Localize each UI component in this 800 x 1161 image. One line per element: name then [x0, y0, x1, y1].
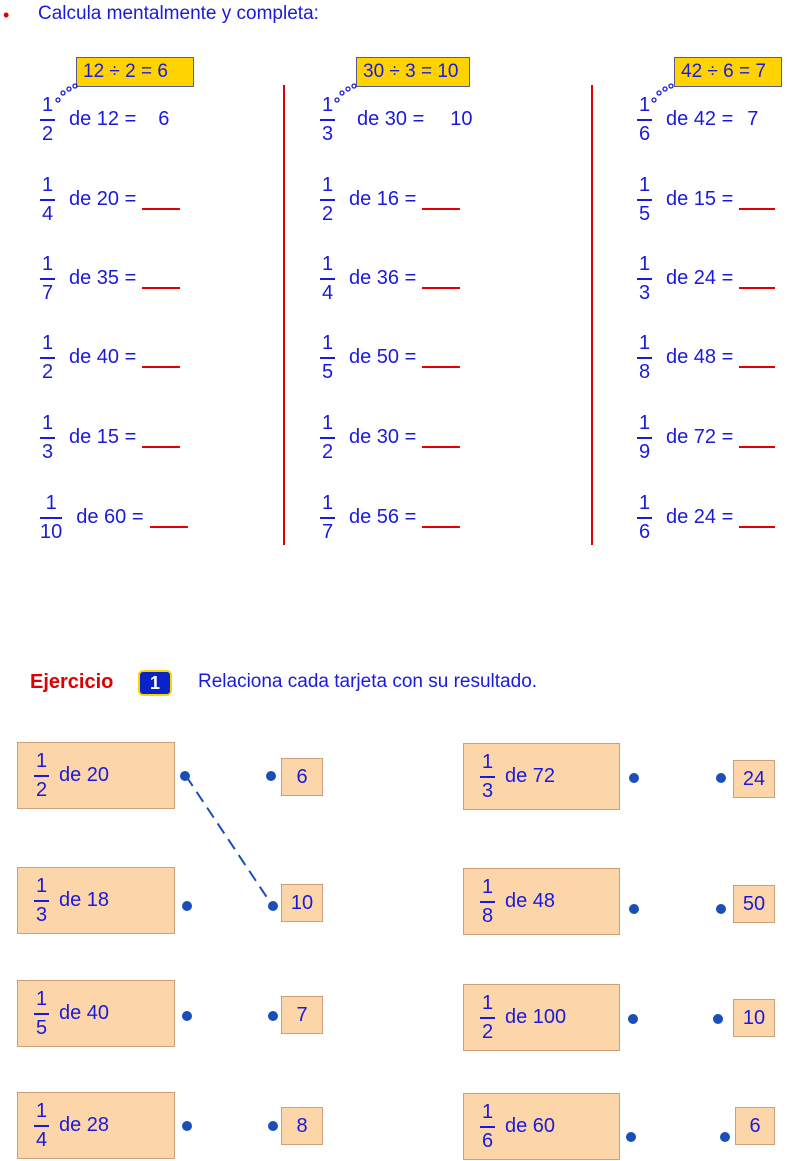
expression-row: $\frac{1}{3}$ de 30 = 10: [321, 93, 473, 145]
fraction: $\frac{1}{4}$: [321, 252, 334, 304]
exercise-title: Ejercicio: [30, 671, 114, 693]
answer-blank[interactable]: [739, 445, 775, 448]
result-connector-dot[interactable]: [716, 773, 726, 783]
result-connector-dot[interactable]: [713, 1014, 723, 1024]
expression-row: $\frac{1}{7}$ de 56 =: [320, 490, 473, 545]
fraction: $\frac{1}{6}$: [481, 1100, 494, 1152]
fraction: $\frac{1}{3}$: [481, 750, 494, 802]
fraction-card[interactable]: $\frac{1}{2}$ de 100: [463, 984, 620, 1051]
expression-row: $\frac{1}{6}$ de 42 = 7: [638, 93, 759, 145]
answer-blank[interactable]: [422, 445, 460, 448]
fraction-card[interactable]: $\frac{1}{4}$ de 28: [17, 1092, 175, 1159]
fraction-card[interactable]: $\frac{1}{2}$ de 20: [17, 742, 175, 809]
fraction: $\frac{1}{7}$: [321, 491, 334, 543]
expression-row: $\frac{1}{4}$ de 36 =: [320, 251, 473, 306]
fraction: $\frac{1}{4}$: [41, 173, 54, 225]
expression-column: [320, 92, 473, 545]
column-divider: [283, 85, 285, 545]
instruction-text: Calcula mentalmente y completa:: [38, 3, 319, 24]
answer-blank[interactable]: [422, 207, 460, 210]
fraction: $\frac{1}{2}$: [321, 173, 334, 225]
card-connector-dot[interactable]: [180, 771, 190, 781]
answer-blank[interactable]: [422, 525, 460, 528]
result-connector-dot[interactable]: [268, 1011, 278, 1021]
fraction: $\frac{1}{3}$: [321, 93, 334, 145]
fraction: $\frac{1}{5}$: [638, 173, 651, 225]
answer-blank[interactable]: [422, 365, 460, 368]
hint-box: 30 ÷ 3 = 10: [356, 57, 470, 87]
answer-blank[interactable]: [150, 525, 188, 528]
answer-blank[interactable]: [142, 207, 180, 210]
exercise-number-badge: 1: [138, 670, 172, 696]
expression-column: [40, 92, 188, 545]
result-box[interactable]: 50: [733, 885, 775, 923]
result-connector-dot[interactable]: [716, 904, 726, 914]
fraction-card[interactable]: $\frac{1}{3}$ de 18: [17, 867, 175, 934]
answer-value: 6: [158, 108, 170, 130]
answer-blank[interactable]: [739, 207, 775, 210]
result-connector-dot[interactable]: [268, 1121, 278, 1131]
card-connector-dot[interactable]: [182, 901, 192, 911]
result-connector-dot[interactable]: [266, 771, 276, 781]
answer-blank[interactable]: [739, 525, 775, 528]
fraction: $\frac{1}{5}$: [321, 331, 334, 383]
fraction: $\frac{1}{5}$: [35, 987, 48, 1039]
expression-row: $\frac{1}{10}$ de 60 =: [40, 490, 188, 545]
card-connector-dot[interactable]: [182, 1011, 192, 1021]
fraction: $\frac{1}{2}$: [41, 331, 54, 383]
answer-blank[interactable]: [142, 365, 180, 368]
expression-row: $\frac{1}{2}$ de 30 =: [320, 410, 473, 465]
expression-row: $\frac{1}{2}$ de 12 = 6: [41, 93, 170, 145]
fraction: $\frac{1}{2}$: [41, 93, 54, 145]
fraction: $\frac{1}{3}$: [41, 411, 54, 463]
result-box[interactable]: 8: [281, 1107, 323, 1145]
expression-row: $\frac{1}{9}$ de 72 =: [637, 410, 775, 465]
bullet-icon: •: [3, 5, 10, 25]
answer-blank[interactable]: [422, 286, 460, 289]
column-divider: [591, 85, 593, 545]
expression-row: $\frac{1}{4}$ de 20 =: [40, 172, 188, 227]
expression-row: $\frac{1}{2}$ de 40 =: [40, 330, 188, 385]
hint-box: 42 ÷ 6 = 7: [674, 57, 782, 87]
result-box[interactable]: 7: [281, 996, 323, 1034]
expression-row: $\frac{1}{6}$ de 24 =: [637, 490, 775, 545]
result-box[interactable]: 10: [281, 884, 323, 922]
card-connector-dot[interactable]: [629, 773, 639, 783]
fraction: $\frac{1}{8}$: [638, 331, 651, 383]
result-box[interactable]: 10: [733, 999, 775, 1037]
expression-row: $\frac{1}{5}$ de 50 =: [320, 330, 473, 385]
answer-value: 10: [450, 108, 473, 130]
fraction: $\frac{1}{3}$: [638, 252, 651, 304]
answer-blank[interactable]: [142, 286, 180, 289]
result-box[interactable]: 6: [281, 758, 323, 796]
card-connector-dot[interactable]: [628, 1014, 638, 1024]
expression-row: $\frac{1}{3}$ de 15 =: [40, 410, 188, 465]
expression-column: [637, 92, 775, 545]
result-connector-dot[interactable]: [268, 901, 278, 911]
fraction: $\frac{1}{10}$: [40, 491, 63, 543]
expression-row: $\frac{1}{2}$ de 16 =: [320, 172, 473, 227]
fraction: $\frac{1}{6}$: [638, 491, 651, 543]
result-box[interactable]: 24: [733, 760, 775, 798]
result-box[interactable]: 6: [735, 1107, 775, 1145]
fraction: $\frac{1}{3}$: [35, 874, 48, 926]
fraction-card[interactable]: $\frac{1}{3}$ de 72: [463, 743, 620, 810]
answer-blank[interactable]: [142, 445, 180, 448]
expression-row: $\frac{1}{8}$ de 48 =: [637, 330, 775, 385]
expression-row: $\frac{1}{5}$ de 15 =: [637, 172, 775, 227]
fraction-card[interactable]: $\frac{1}{8}$ de 48: [463, 868, 620, 935]
fraction: $\frac{1}{2}$: [481, 991, 494, 1043]
hint-box: 12 ÷ 2 = 6: [76, 57, 194, 87]
card-connector-dot[interactable]: [626, 1132, 636, 1142]
expression-row: $\frac{1}{3}$ de 24 =: [637, 251, 775, 306]
fraction: $\frac{1}{4}$: [35, 1099, 48, 1151]
answer-blank[interactable]: [739, 365, 775, 368]
fraction: $\frac{1}{9}$: [638, 411, 651, 463]
fraction: $\frac{1}{8}$: [481, 875, 494, 927]
card-connector-dot[interactable]: [182, 1121, 192, 1131]
answer-value: 7: [747, 108, 759, 130]
expression-row: $\frac{1}{7}$ de 35 =: [40, 251, 188, 306]
result-connector-dot[interactable]: [720, 1132, 730, 1142]
fraction-card[interactable]: $\frac{1}{6}$ de 60: [463, 1093, 620, 1160]
fraction-card[interactable]: $\frac{1}{5}$ de 40: [17, 980, 175, 1047]
fraction: $\frac{1}{2}$: [321, 411, 334, 463]
fraction: $\frac{1}{7}$: [41, 252, 54, 304]
fraction: $\frac{1}{2}$: [35, 749, 48, 801]
answer-blank[interactable]: [739, 286, 775, 289]
fraction: $\frac{1}{6}$: [638, 93, 651, 145]
exercise-instruction: Relaciona cada tarjeta con su resultado.: [198, 671, 538, 692]
card-connector-dot[interactable]: [629, 904, 639, 914]
